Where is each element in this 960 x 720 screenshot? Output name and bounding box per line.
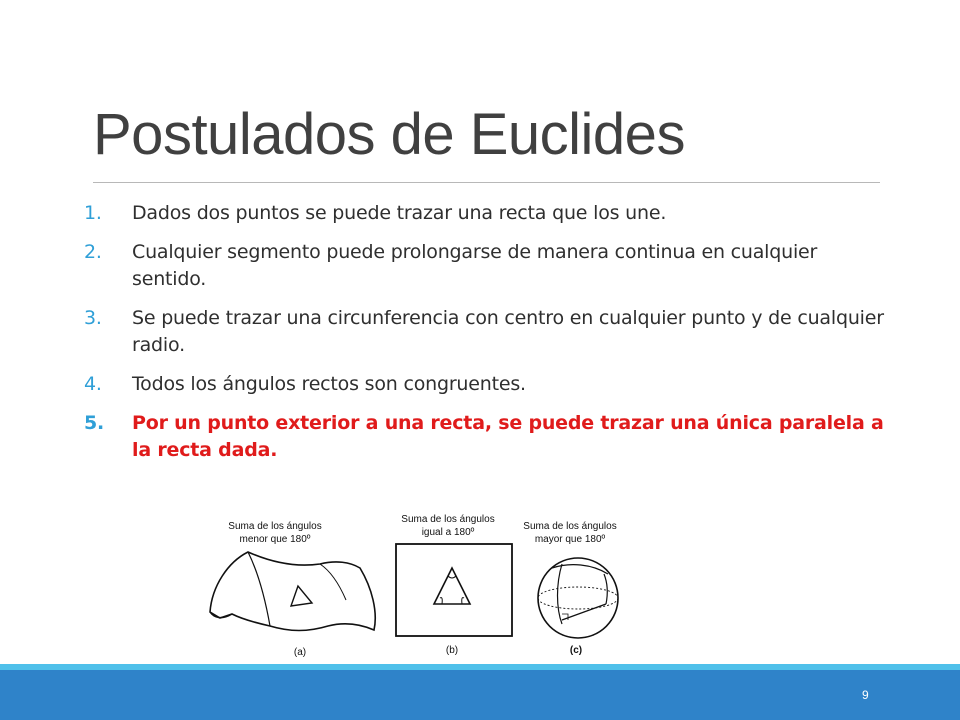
plane-triangle (434, 568, 470, 604)
panel-a-caption-line1: Suma de los ángulos (228, 521, 322, 532)
panel-c-caption-line2: mayor que 180º (534, 534, 606, 545)
title-divider (93, 182, 880, 183)
postulate-item-highlighted (84, 410, 884, 464)
page-number: 9 (862, 688, 869, 702)
postulate-text: Cualquier segmento puede prolongarse de manera continua en cualquier sentido. (132, 241, 818, 290)
panel-a-label: (a) (293, 647, 307, 658)
postulate-text: Todos los ángulos rectos son congruentes. (132, 373, 526, 395)
postulate-number: 5. (84, 412, 105, 434)
panel-hyperbolic (210, 521, 375, 658)
panel-spherical (523, 521, 618, 656)
postulate-number: 1. (84, 202, 102, 224)
sphere (538, 558, 618, 638)
panel-euclidean (396, 514, 512, 656)
postulate-item (84, 239, 884, 293)
saddle-triangle (291, 586, 312, 606)
postulate-item (84, 371, 884, 398)
panel-b-label: (b) (445, 645, 459, 656)
geometry-figure (200, 508, 650, 664)
panel-b-caption-line1: Suma de los ángulos (401, 514, 495, 525)
saddle-surface (210, 552, 375, 631)
postulate-text: Se puede trazar una circunferencia con centro en cualquier punto y de cualquier radio. (132, 307, 884, 356)
postulate-number: 2. (84, 241, 102, 263)
panel-b-caption-line2: igual a 180º (421, 527, 475, 538)
slide-title: Postulados de Euclides (93, 102, 685, 167)
geometry-figure-svg (200, 508, 650, 664)
postulate-list (84, 200, 884, 476)
sphere-triangle (562, 604, 606, 620)
postulate-text: Dados dos puntos se puede trazar una recta que los une. (132, 202, 667, 224)
panel-a-caption-line2: menor que 180º (239, 534, 311, 545)
postulate-item (84, 305, 884, 359)
postulate-text: Por un punto exterior a una recta, se puede trazar una única paralela a la recta dada. (132, 412, 884, 461)
footer-bar (0, 670, 960, 720)
panel-c-caption-line1: Suma de los ángulos (523, 521, 617, 532)
postulate-number: 4. (84, 373, 102, 395)
plane-rectangle (396, 544, 512, 636)
postulate-number: 3. (84, 307, 102, 329)
postulate-item (84, 200, 884, 227)
panel-c-label: (c) (569, 645, 583, 656)
